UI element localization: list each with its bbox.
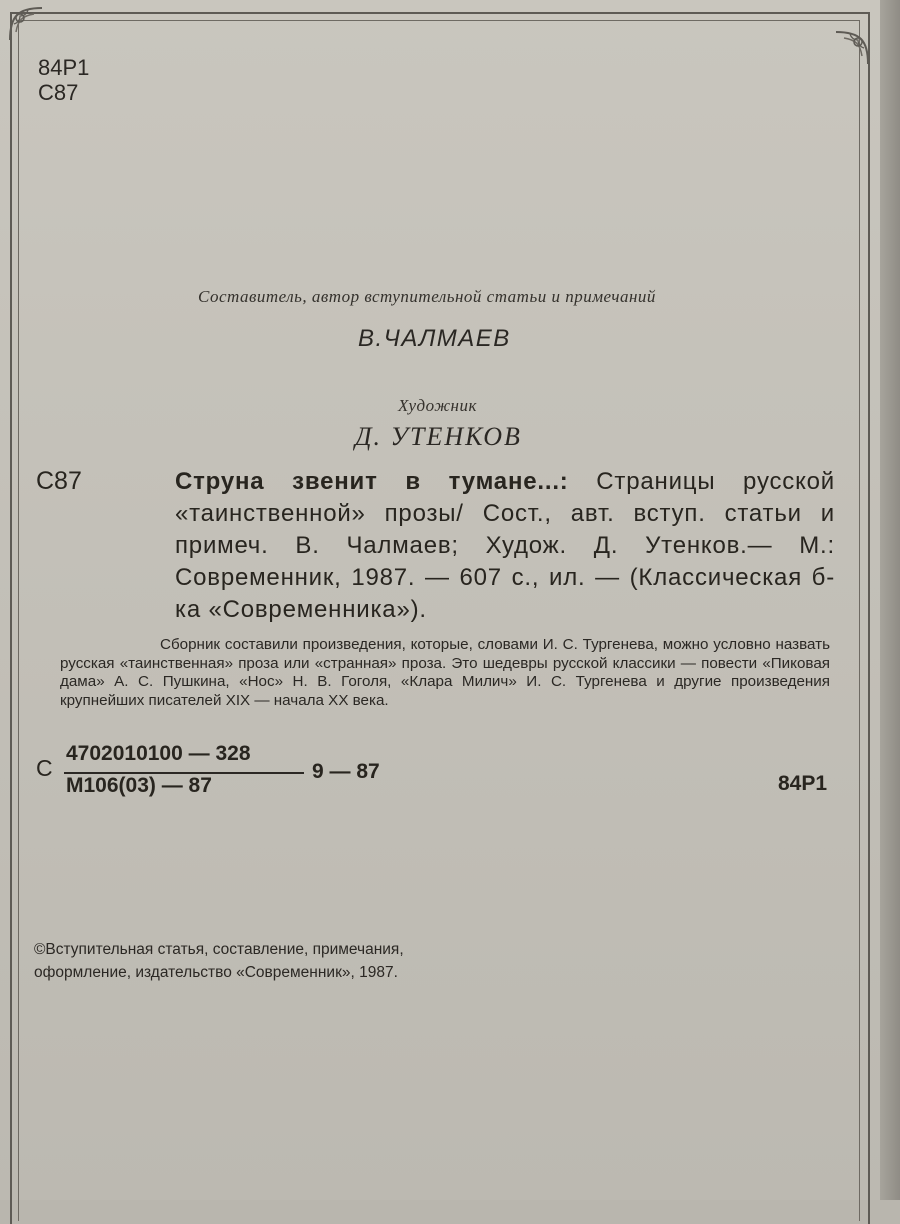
code-numerator: 4702010100 — 328: [66, 742, 251, 765]
compiler-label: Составитель, автор вступительной статьи и примечаний: [198, 287, 656, 306]
order-code: 9 — 87: [312, 760, 380, 783]
artist-name: Д. УТЕНКОВ: [355, 422, 522, 451]
catalog-code: С87: [36, 467, 82, 495]
page-edge: [880, 0, 900, 1200]
code-denominator: М106(03) — 87: [66, 774, 212, 797]
bbk-index-bottom: 84Р1: [778, 772, 828, 795]
bibliographic-record: [175, 466, 835, 626]
copyright-line-2: оформление, издательство «Современник», 1987.: [34, 964, 398, 981]
corner-ornament-icon: [830, 26, 874, 70]
book-title: Струна звенит в тумане...:: [175, 468, 569, 495]
annotation-text: Сборник составили произведения, которые, словами И. С. Тургенева, можно условно назвать русская «таинственная» проза или «странная» проза. Это шедевры русской классики — повести «Пиковая дама» А. С. Пушкина, «Нос» Н. В. Гоголя, «Клара Милич» И. С. Тургенева и другие произведения крупнейших писателей XIX — начала XX века.: [60, 636, 830, 709]
author-mark-top: С87: [38, 80, 79, 105]
compiler-name: В.ЧАЛМАЕВ: [358, 325, 511, 352]
copyright-line-1: ©Вступительная статья, составление, примечания,: [34, 941, 404, 958]
bibliographic-description: Страницы русской «таинственной» прозы/ Сост., авт. вступ. статьи и примеч. В. Чалмаев; Худож. Д. Утенков.— М.: Современник, 1987. — 607 с., ил. — (Классическая б-ка «Современника»).: [175, 468, 835, 623]
code-letter: С: [36, 755, 53, 781]
copyright-notice: [34, 938, 494, 984]
corner-ornament-icon: [4, 2, 48, 46]
artist-label: Художник: [398, 396, 477, 415]
bbk-index-top: 84Р1: [38, 55, 90, 80]
